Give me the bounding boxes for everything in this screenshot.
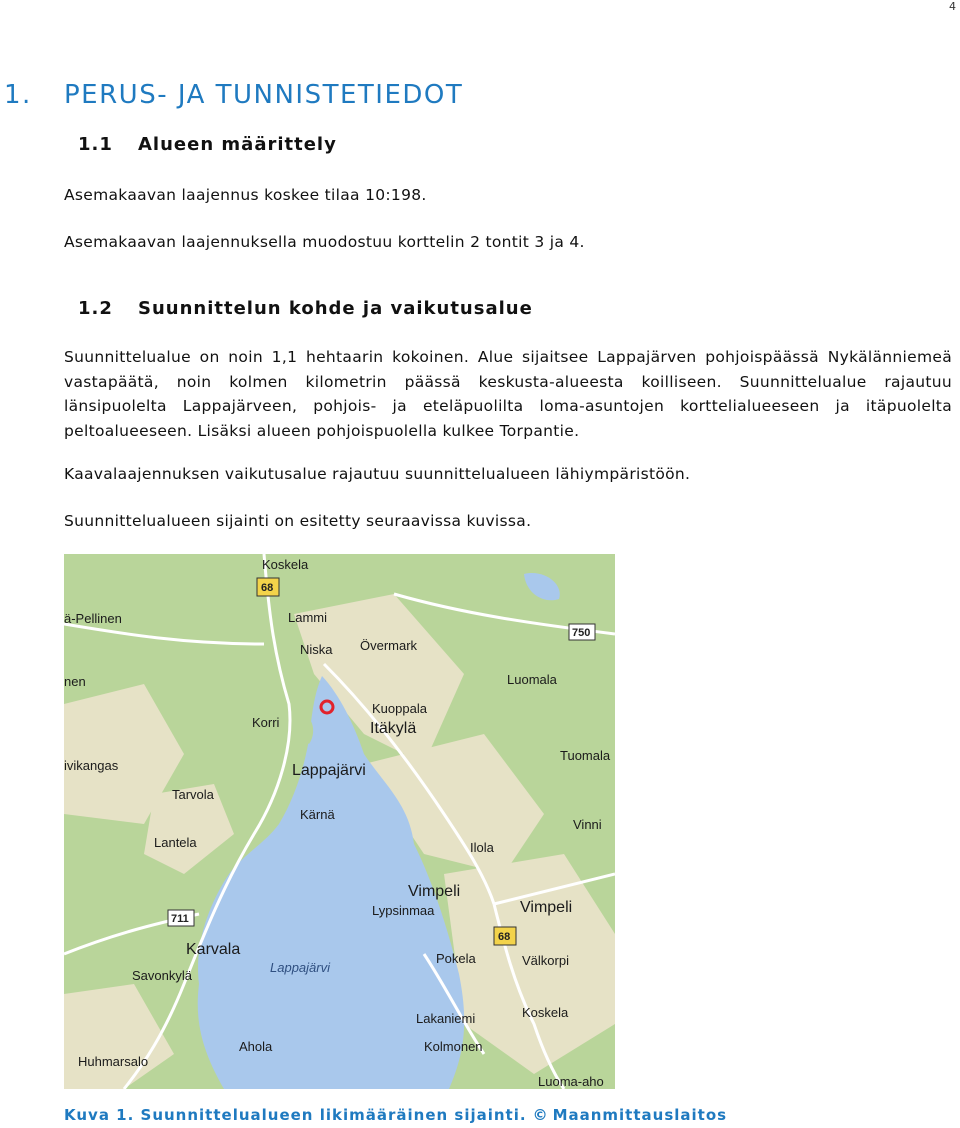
paragraph: Kaavalaajennuksen vaikutusalue rajautuu suunnittelualueen lähiympäristöön.	[64, 465, 691, 483]
place-label: Lypsinmaa	[372, 903, 435, 918]
road-number: 711	[171, 913, 189, 925]
place-label: Huhmarsalo	[78, 1054, 149, 1069]
section-number: 1.1	[78, 134, 113, 155]
place-label: nen	[64, 674, 86, 689]
place-label: ä-Pellinen	[64, 611, 122, 626]
paragraph: Asemakaavan laajennuksella muodostuu korttelin 2 tontit 3 ja 4.	[64, 233, 585, 251]
place-label: Välkorpi	[522, 953, 569, 968]
place-label: Pokela	[436, 951, 476, 966]
place-label: Ilola	[470, 840, 494, 855]
place-label: Itäkylä	[370, 720, 417, 737]
place-label: Tuomala	[560, 748, 611, 763]
road-number: 68	[498, 931, 511, 943]
road-sign-750	[569, 624, 595, 640]
figure-caption	[64, 1106, 727, 1124]
place-label: Lantela	[154, 835, 197, 850]
place-label: Vimpeli	[520, 899, 573, 916]
map-canvas	[64, 554, 615, 1089]
heading-title: PERUS- JA TUNNISTETIEDOT	[64, 80, 464, 110]
section-1-1-heading	[78, 134, 337, 155]
caption-text: Kuva 1. Suunnittelualueen likimääräinen sijainti.	[64, 1106, 527, 1124]
place-label: Ahola	[239, 1039, 273, 1054]
location-map	[64, 554, 615, 1089]
section-title: Suunnittelun kohde ja vaikutusalue	[138, 298, 533, 319]
place-label: Luomala	[507, 672, 557, 687]
road-sign-711	[168, 910, 194, 926]
section-title: Alueen määrittely	[138, 134, 337, 155]
place-label: ivikangas	[64, 758, 119, 773]
place-label: Koskela	[522, 1005, 569, 1020]
place-label: Korri	[252, 715, 280, 730]
place-label: Kärnä	[300, 807, 335, 822]
place-label: Kuoppala	[372, 701, 427, 716]
road-number: 68	[261, 582, 274, 594]
copyright-icon: ©	[532, 1106, 549, 1124]
place-label: Luoma-aho	[538, 1074, 604, 1089]
page-number: 4	[949, 0, 956, 13]
place-label: Lappajärvi	[292, 762, 366, 779]
place-label: Karvala	[186, 941, 241, 958]
place-label: Koskela	[262, 557, 309, 572]
place-label: Övermark	[360, 638, 418, 653]
place-label: Vinni	[573, 817, 602, 832]
place-label: Lakaniemi	[416, 1011, 476, 1026]
section-number: 1.2	[78, 298, 113, 319]
section-1-2-heading	[78, 298, 533, 319]
paragraph: Suunnittelualue on noin 1,1 hehtaarin kokoinen. Alue sijaitsee Lappajärven pohjoispäässä Nykälänniemeä vastapäätä, noin kolmen kilometrin päässä keskusta-alueesta koilliseen. Suunnittelualue rajautuu länsipuolelta Lappajärveen, pohjois- ja eteläpuolilta loma-asuntojen korttelialueeseen ja itäpuolelta peltoalueeseen. Lisäksi alueen pohjoispuolella kulkee Torpantie.	[64, 348, 952, 440]
paragraph: Asemakaavan laajennus koskee tilaa 10:198.	[64, 186, 427, 204]
heading-number: 1.	[4, 80, 32, 110]
place-label: Kolmonen	[424, 1039, 483, 1054]
paragraph: Suunnittelualueen sijainti on esitetty seuraavissa kuvissa.	[64, 512, 532, 530]
place-label: Tarvola	[172, 787, 214, 802]
road-sign-68-north	[257, 578, 279, 596]
place-label: Savonkylä	[132, 968, 192, 983]
place-label: Niska	[300, 642, 333, 657]
road-sign-68-south	[494, 927, 516, 945]
main-heading	[4, 80, 463, 110]
lake-label: Lappajärvi	[270, 960, 330, 975]
place-label: Vimpeli	[408, 883, 461, 900]
road-number: 750	[572, 627, 591, 639]
place-label: Lammi	[288, 610, 328, 625]
caption-source: Maanmittauslaitos	[552, 1106, 728, 1124]
